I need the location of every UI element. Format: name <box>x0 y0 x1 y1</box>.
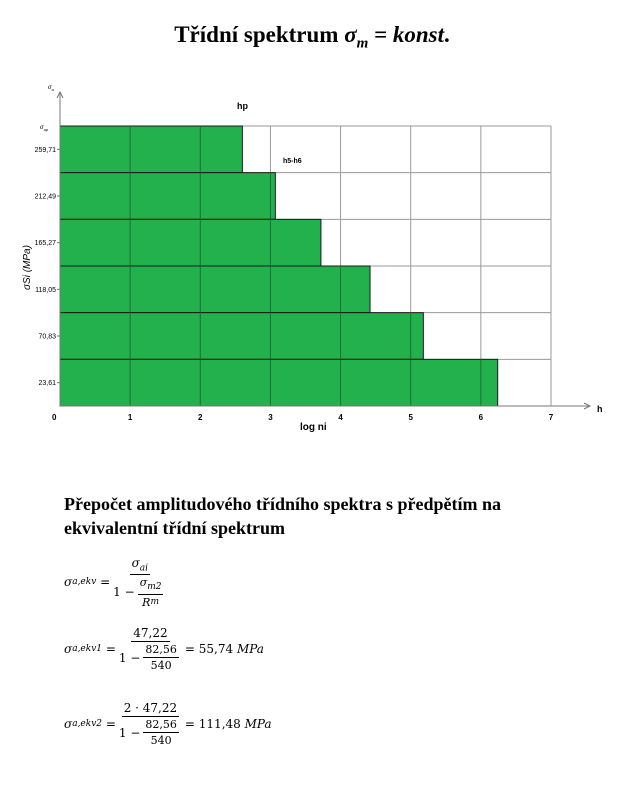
eq1-lhs: σ <box>64 575 73 590</box>
eq3-lhs: σ <box>64 717 73 731</box>
annotation-h5-h6: h5-h6 <box>283 158 302 165</box>
eq2-den-one: 1 − <box>118 650 141 665</box>
eq2-num: 47,22 <box>133 626 168 640</box>
equation-ekv1: σ a,ekv1 = 47,22 1 − $\frac{82,56}{540}$ = 55,74 MPa <box>64 626 264 672</box>
eq2-lhs-sub: a,ekv1 <box>72 644 103 654</box>
section-heading: Přepočet amplitudového třídního spektra s předpětím na ekvivalentní třídní spektrum <box>64 494 502 538</box>
y-tick-label: 165,27 <box>34 240 56 248</box>
eq1-den-one: 1 − <box>113 585 135 600</box>
eq1-inner-den: R <box>142 595 151 609</box>
eq1-inner-fraction <box>138 576 164 608</box>
bar-6 <box>60 359 498 406</box>
class-spectrum-chart <box>0 78 624 438</box>
eq2-lhs: σ <box>64 642 73 656</box>
x-tick-label: 3 <box>268 413 273 422</box>
eq2-inner-num: 82,56 <box>145 643 177 656</box>
eq2-fraction <box>119 626 182 672</box>
x-tick-label: 1 <box>127 413 133 422</box>
eq3-num: 2 · 47,22 <box>123 701 178 715</box>
bar-4 <box>60 266 370 313</box>
eq2-inner-den: 540 <box>150 659 172 672</box>
y-axis-symbol: $\sigma_a$ <box>48 85 54 92</box>
x-tick-label: 6 <box>478 413 484 422</box>
eq1-num-sub: ai <box>139 563 149 574</box>
eq1-num: σ <box>131 556 140 570</box>
equation-general: σ a,ekv = $\sigma_{ai}$ 1 − $\sigma_{m2}$ R m <box>64 556 169 609</box>
title-dot: . <box>444 22 450 47</box>
eq1-inner-num: σ <box>139 576 148 590</box>
x-tick-label: 5 <box>408 413 413 422</box>
eq2-result: = 55,74 <box>184 642 234 656</box>
eq3-lhs-sub: a,ekv2 <box>72 719 103 729</box>
eq1-lhs-sub: a,ekv <box>72 577 97 588</box>
y-tick-label: 23,61 <box>38 380 56 388</box>
eq3-inner-num: 82,56 <box>145 718 177 731</box>
bar-3 <box>60 219 321 266</box>
y-top-label: $\sigma_{ap}$ <box>40 125 49 132</box>
page-title <box>0 22 624 53</box>
annotation-hp: hp <box>237 101 248 111</box>
eq3-inner-den: 540 <box>150 734 172 747</box>
x-axis-end-label: h <box>597 404 603 414</box>
y-tick-label: 70,83 <box>38 333 56 341</box>
y-tick-label: 118,05 <box>35 286 56 294</box>
eq2-unit: MPa <box>236 642 264 656</box>
title-sigma: σ <box>344 22 357 47</box>
eq1-inner-den-sub: m <box>150 597 159 608</box>
x-axis-label: log ni <box>300 422 327 433</box>
equation-ekv2: σ a,ekv2 = 2 · 47,22 1 − $\frac{82,56}{540}$ = 111,48 MPa <box>64 701 272 747</box>
eq3-fraction <box>119 701 182 747</box>
eq3-result: = 111,48 <box>184 717 241 731</box>
title-rest: = konst <box>368 22 445 47</box>
x-tick-label: 4 <box>338 413 343 422</box>
eq2-inner-fraction <box>143 643 179 672</box>
eq3-inner-fraction <box>143 718 179 747</box>
x-tick-label: 0 <box>52 413 57 422</box>
bar-1 <box>60 126 242 173</box>
title-text: Třídní spektrum <box>174 22 345 47</box>
eq3-unit: MPa <box>244 717 272 731</box>
eq1-inner-num-sub: m2 <box>147 582 162 593</box>
eq3-den-one: 1 − <box>118 725 141 740</box>
title-sub: m <box>356 35 369 52</box>
bar-2 <box>60 173 275 220</box>
x-tick-label: 7 <box>548 413 554 422</box>
y-tick-label: 259,71 <box>34 146 56 154</box>
x-tick-label: 2 <box>198 413 203 422</box>
y-tick-label: 212,49 <box>34 193 56 201</box>
y-axis-label: σSi (MPa) <box>22 245 33 290</box>
bar-5 <box>60 313 423 360</box>
eq1-fraction <box>113 556 166 609</box>
